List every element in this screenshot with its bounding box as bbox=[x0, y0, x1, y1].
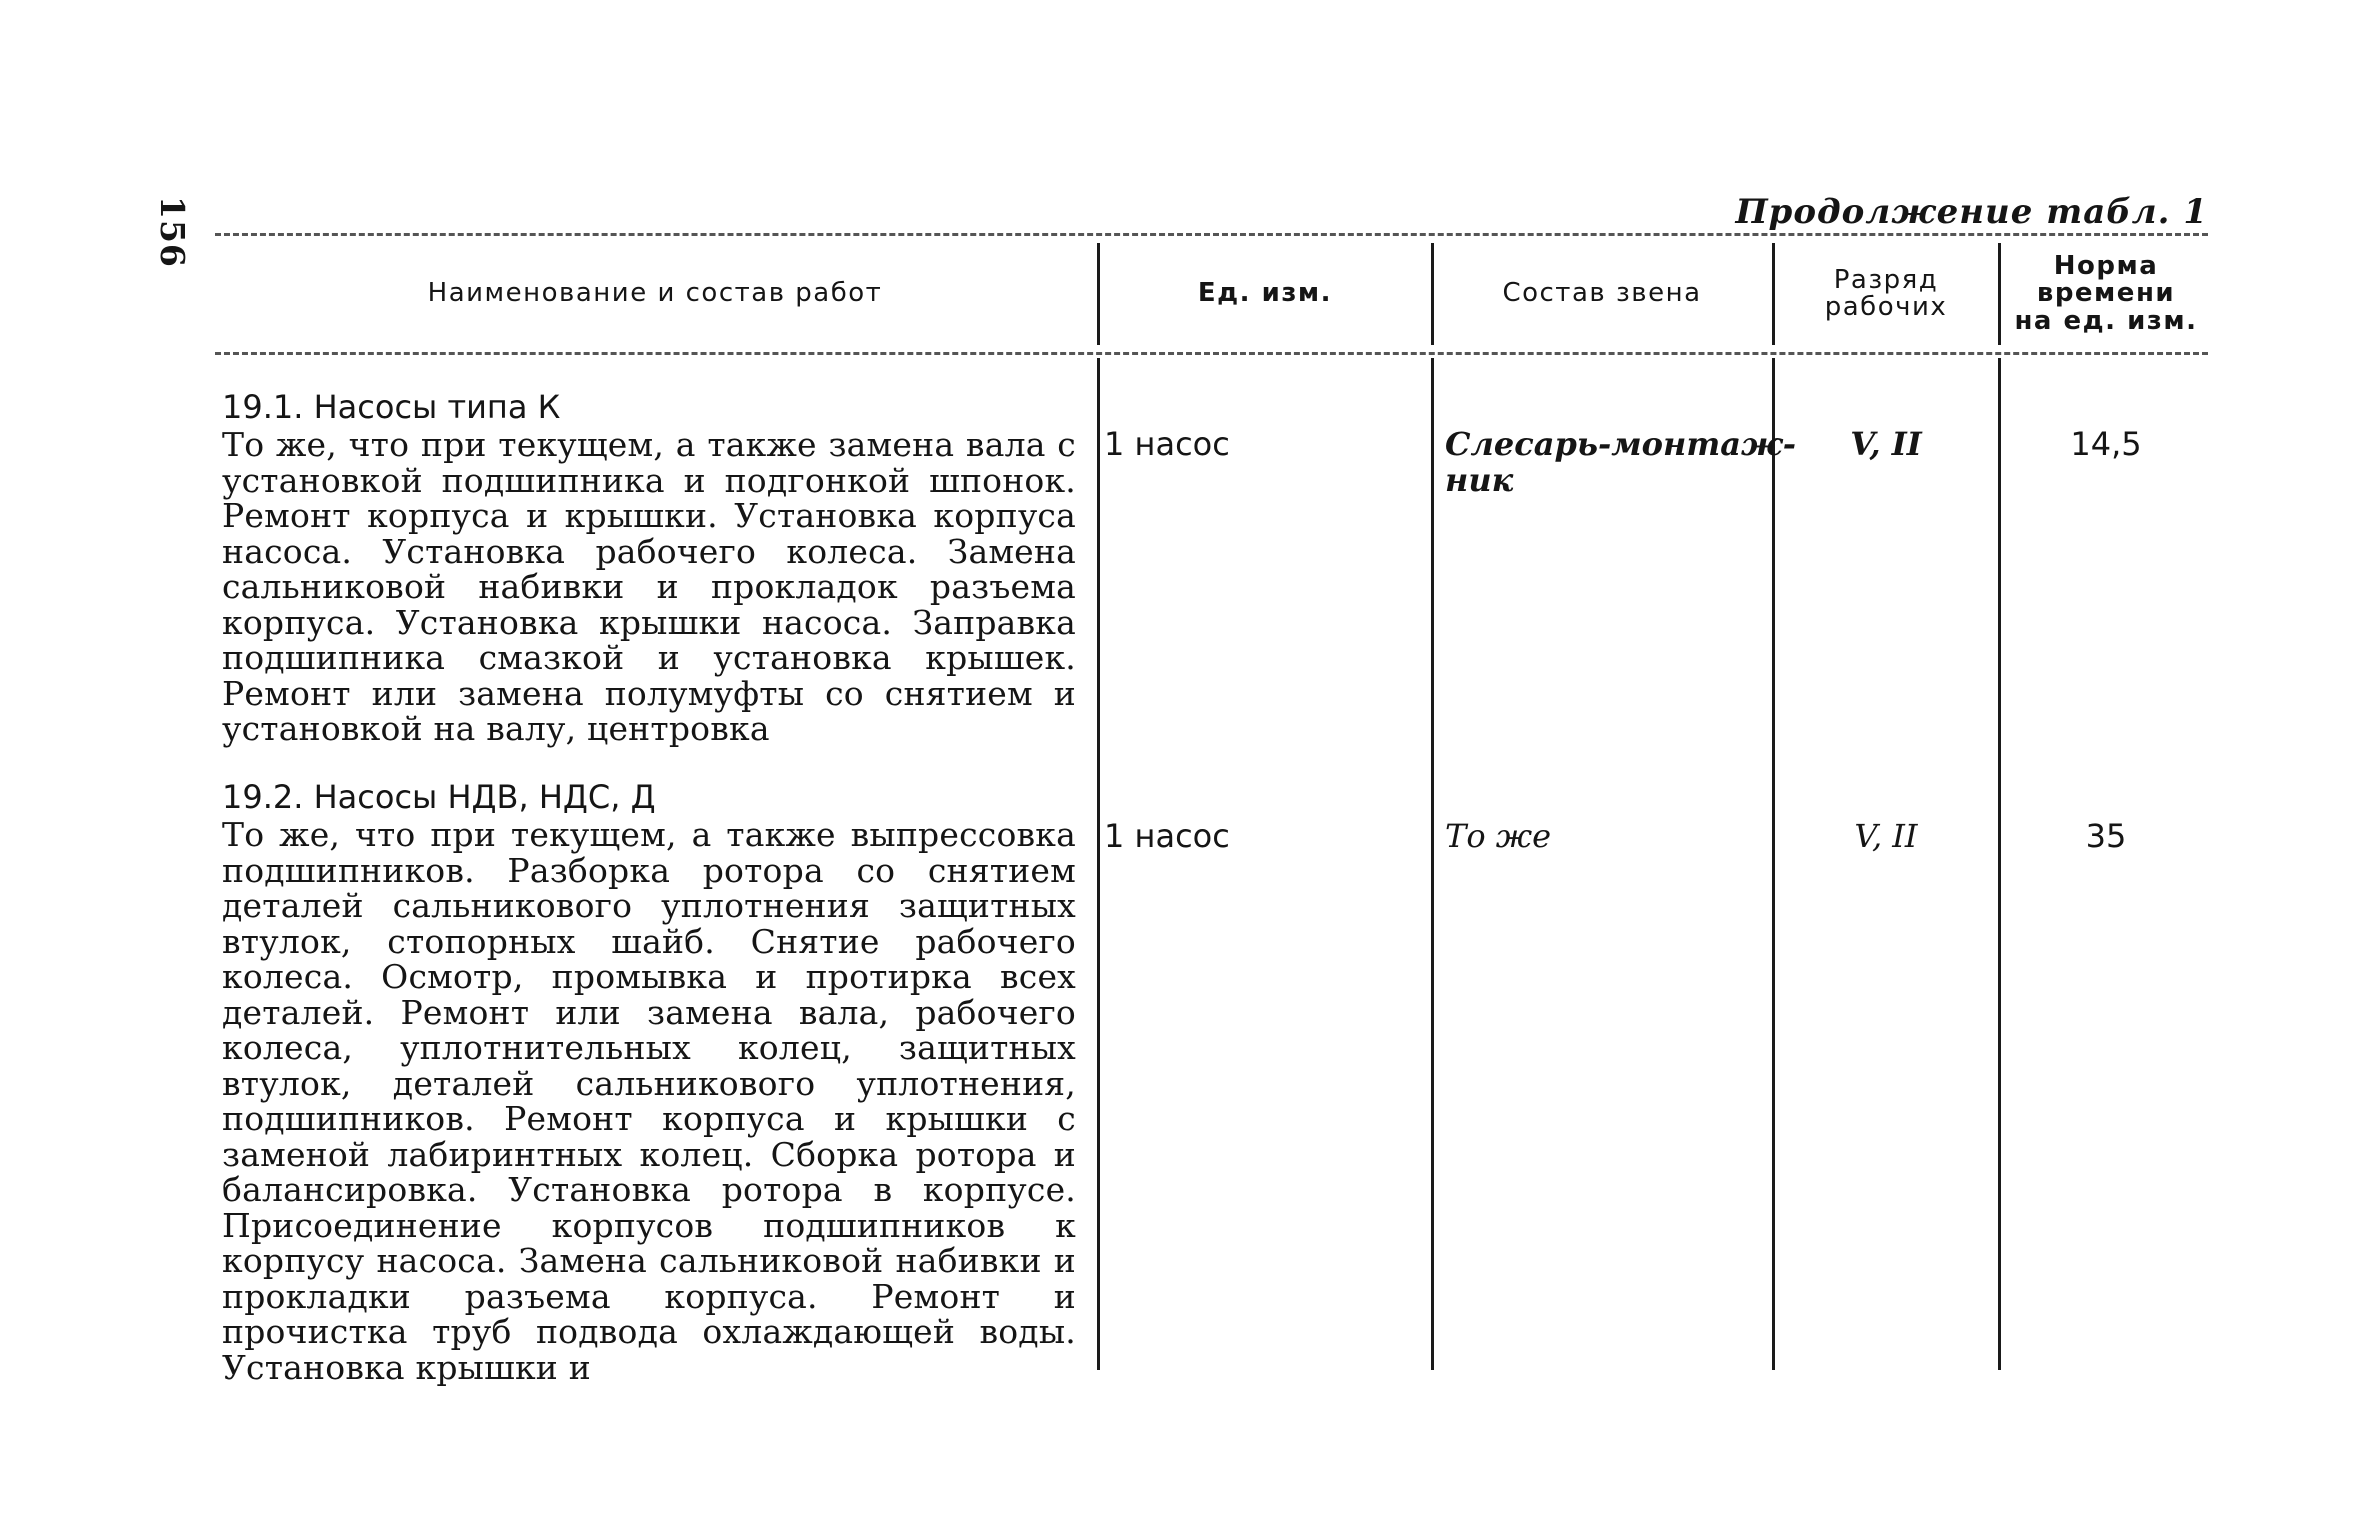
row-1-norm: 14,5 bbox=[2070, 425, 2142, 463]
header-unit-label: Ед. изм. bbox=[1197, 278, 1333, 309]
header-grade-line-2: рабочих bbox=[1824, 292, 1948, 322]
table-header-rule bbox=[215, 352, 2208, 355]
header-work-cell bbox=[215, 243, 1095, 345]
body-divider-4 bbox=[1998, 358, 2001, 1370]
row-2-norm: 35 bbox=[2085, 817, 2127, 855]
row-1-title: 19.1. Насосы типа К bbox=[222, 388, 561, 426]
header-unit-cell bbox=[1100, 243, 1430, 345]
row-1-grade: V, II bbox=[1850, 425, 1922, 463]
row-1-crew-line-1: Слесарь-монтаж- bbox=[1445, 425, 1796, 463]
row-2-description: То же, что при текущем, а также выпрессовка подшипников. Разборка ротора со снятием деталей сальникового уплотнения защитных втулок, стопорных шайб. Снятие рабочего колеса. Осмотр, промывка и протирка всех деталей. Ремонт или замена вала, рабочего колеса, уплотнительных колец, защитных втулок, деталей сальникового уплотнения, подшипников. Ремонт корпуса и крышки с заменой лабиринтных колец. Сборка ротора и балансировка. Установка ротора в корпусе. Присоединение корпусов подшипников к корпусу насоса. Замена сальниковой набивки и прокладки разъема корпуса. Ремонт и прочистка труб подвода охлаждающей воды. Установка крышки и bbox=[222, 815, 1076, 1387]
row-1-description: То же, что при текущем, а также замена вала с установкой подшипника и подгонкой шпонок. Ремонт корпуса и крышки. Установка корпуса насоса. Установка рабочего колеса. Замена сальниковой набивки и прокладок разъема корпуса. Установка крышки насоса. Заправка подшипника смазкой и установка крышек. Ремонт или замена полумуфты со снятием и установкой на валу, центровка bbox=[222, 425, 1076, 748]
row-1-unit: 1 насос bbox=[1104, 425, 1230, 463]
row-2-title: 19.2. Насосы НДВ, НДС, Д bbox=[222, 778, 656, 816]
header-norm-line-2: времени bbox=[2036, 278, 2176, 309]
body-divider-2 bbox=[1431, 358, 1434, 1370]
body-divider-3 bbox=[1772, 358, 1775, 1370]
header-grade-cell bbox=[1775, 243, 1997, 345]
row-1-crew-line-2: ник bbox=[1445, 461, 1514, 499]
header-norm-line-1: Норма bbox=[2053, 251, 2159, 282]
row-1-crew bbox=[1445, 426, 1796, 498]
row-2-crew: То же bbox=[1445, 817, 1552, 855]
header-work-label: Наименование и состав работ bbox=[427, 278, 883, 309]
row-2-grade: V, II bbox=[1854, 817, 1918, 855]
header-grade-line-1: Разряд bbox=[1833, 264, 1939, 295]
header-norm-cell bbox=[2001, 243, 2211, 345]
header-crew-label: Состав звена bbox=[1502, 278, 1702, 309]
page-number: 156 bbox=[153, 196, 192, 268]
header-crew-cell bbox=[1434, 243, 1770, 345]
body-divider-1 bbox=[1097, 358, 1100, 1370]
table-top-rule bbox=[215, 233, 2208, 236]
header-norm-line-3: на ед. изм. bbox=[2014, 305, 2198, 336]
row-2-unit: 1 насос bbox=[1104, 817, 1230, 855]
table-continuation-caption: Продолжение табл. 1 bbox=[1735, 192, 2208, 232]
